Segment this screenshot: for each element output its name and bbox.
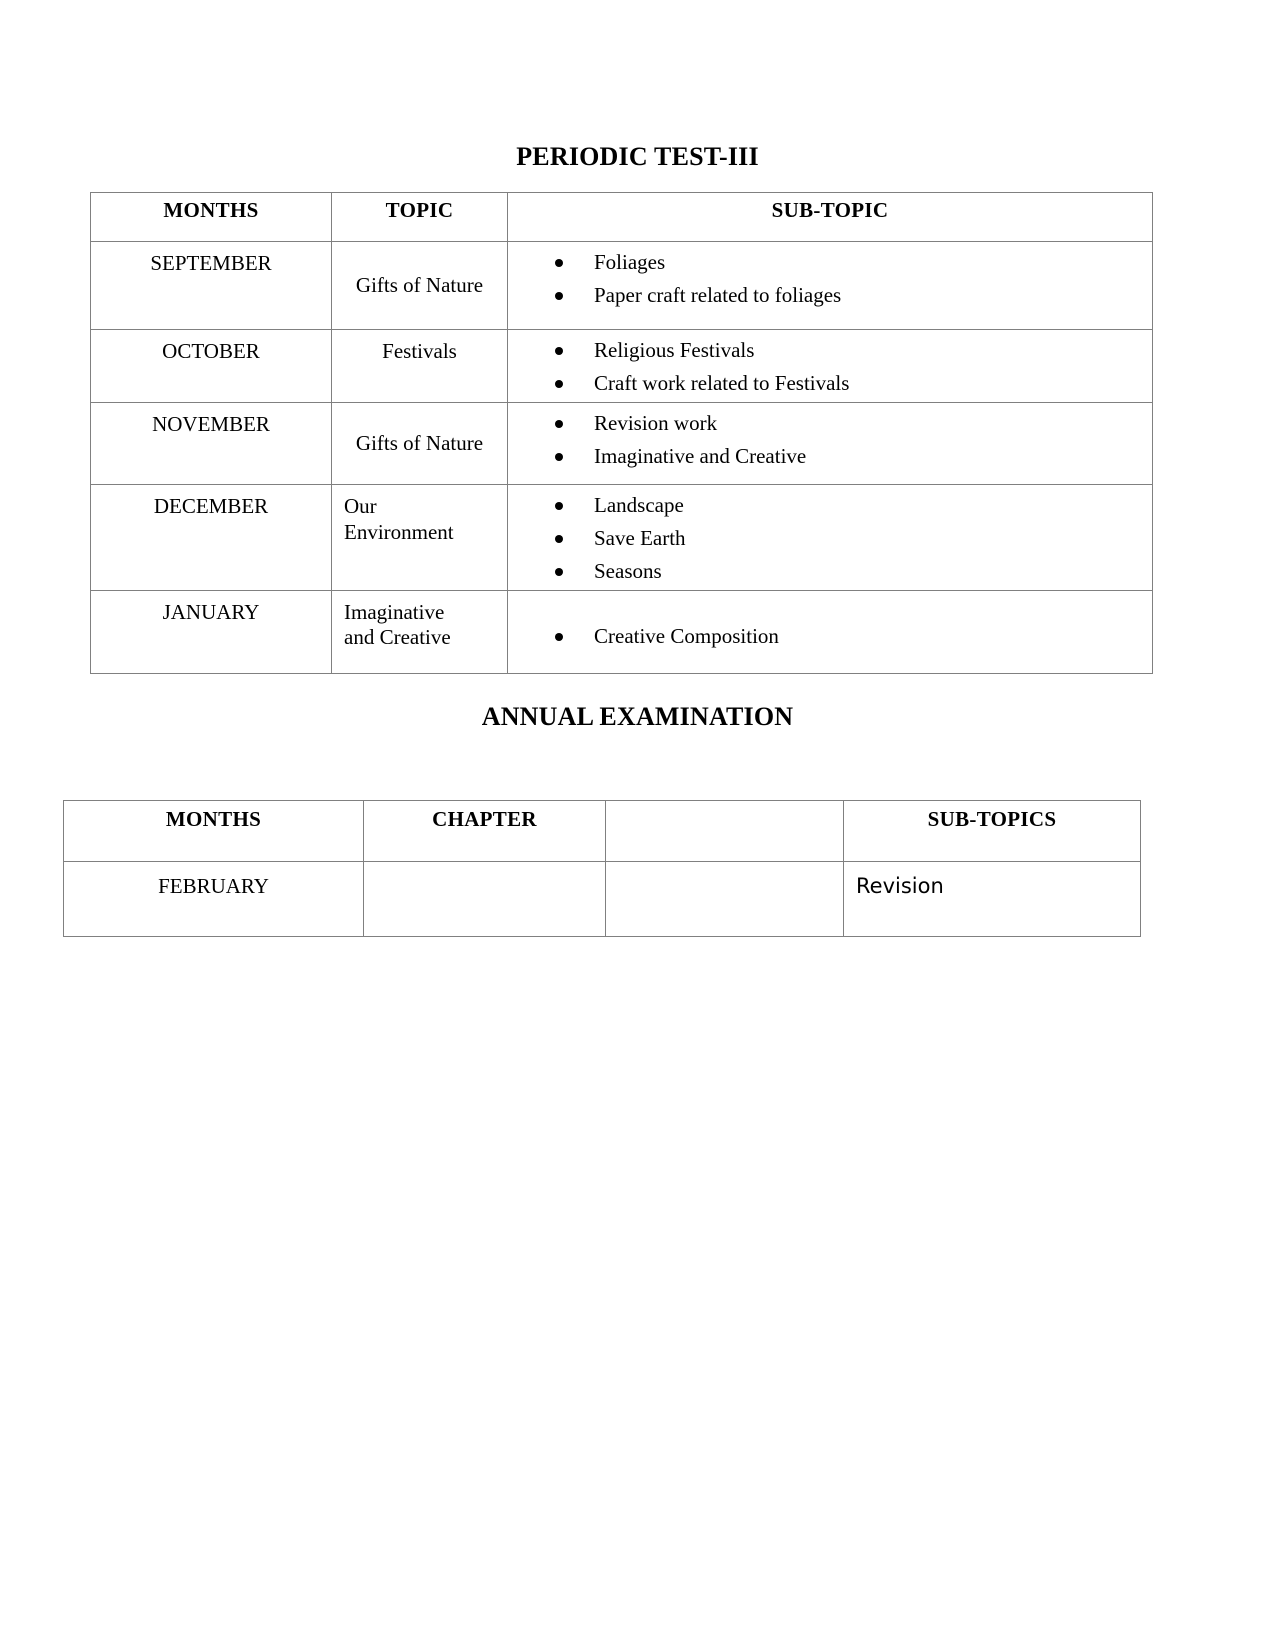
topic-line-2: and Creative: [344, 625, 451, 650]
header-subtopics: SUB-TOPICS: [844, 801, 1141, 862]
list-item: Imaginative and Creative: [508, 443, 1152, 470]
list-item: Revision work: [508, 410, 1152, 437]
header-subtopic: SUB-TOPIC: [508, 193, 1153, 242]
annual-examination-table: [63, 800, 1141, 937]
annual-table-head: [64, 801, 1141, 862]
subtopic-list: [508, 485, 1152, 584]
blank-cell: [606, 862, 844, 937]
month-cell: SEPTEMBER: [91, 242, 332, 330]
topic-cell: [332, 591, 508, 674]
periodic-table-head: [91, 193, 1153, 242]
list-item: Foliages: [508, 249, 1152, 276]
list-item: Save Earth: [508, 525, 1152, 552]
subtopics-cell: Revision: [844, 862, 1141, 937]
annual-table-body: [64, 862, 1141, 937]
subtopic-cell: [508, 242, 1153, 330]
subtopic-cell: [508, 485, 1153, 591]
subtopic-list: [508, 403, 1152, 469]
topic-cell: Gifts of Nature: [332, 403, 508, 485]
header-topic: TOPIC: [332, 193, 508, 242]
subtopic-cell: [508, 403, 1153, 485]
list-item: Creative Composition: [508, 623, 1152, 650]
periodic-table-body: [91, 242, 1153, 674]
subtopic-list: [508, 330, 1152, 396]
topic-cell: Gifts of Nature: [332, 242, 508, 330]
header-months: MONTHS: [91, 193, 332, 242]
table-row: [91, 485, 1153, 591]
list-item: Religious Festivals: [508, 337, 1152, 364]
header-months: MONTHS: [64, 801, 364, 862]
subtopic-list: [508, 591, 1152, 650]
header-chapter: CHAPTER: [364, 801, 606, 862]
month-cell: OCTOBER: [91, 330, 332, 403]
list-item: Seasons: [508, 558, 1152, 585]
header-blank: [606, 801, 844, 862]
list-item: Craft work related to Festivals: [508, 370, 1152, 397]
table-header-row: [91, 193, 1153, 242]
topic-cell: Festivals: [332, 330, 508, 403]
table-row: [91, 403, 1153, 485]
annual-examination-title: ANNUAL EXAMINATION: [481, 702, 794, 731]
table-row: [91, 242, 1153, 330]
chapter-cell: [364, 862, 606, 937]
topic-cell: [332, 485, 508, 591]
month-cell: DECEMBER: [91, 485, 332, 591]
topic-line-2: Environment: [344, 519, 454, 544]
list-item: Paper craft related to foliages: [508, 282, 1152, 309]
topic-line-1: Imaginative: [344, 600, 445, 625]
table-row: [91, 330, 1153, 403]
subtopic-cell: [508, 330, 1153, 403]
subtopic-cell: [508, 591, 1153, 674]
periodic-test-table: [90, 192, 1153, 674]
month-cell: FEBRUARY: [64, 862, 364, 937]
table-header-row: [64, 801, 1141, 862]
table-row: [64, 862, 1141, 937]
periodic-test-title: PERIODIC TEST-III: [516, 142, 759, 171]
month-cell: JANUARY: [91, 591, 332, 674]
month-cell: NOVEMBER: [91, 403, 332, 485]
topic-line-1: Our: [344, 494, 377, 519]
table-row: [91, 591, 1153, 674]
list-item: Landscape: [508, 492, 1152, 519]
subtopic-list: [508, 242, 1152, 308]
